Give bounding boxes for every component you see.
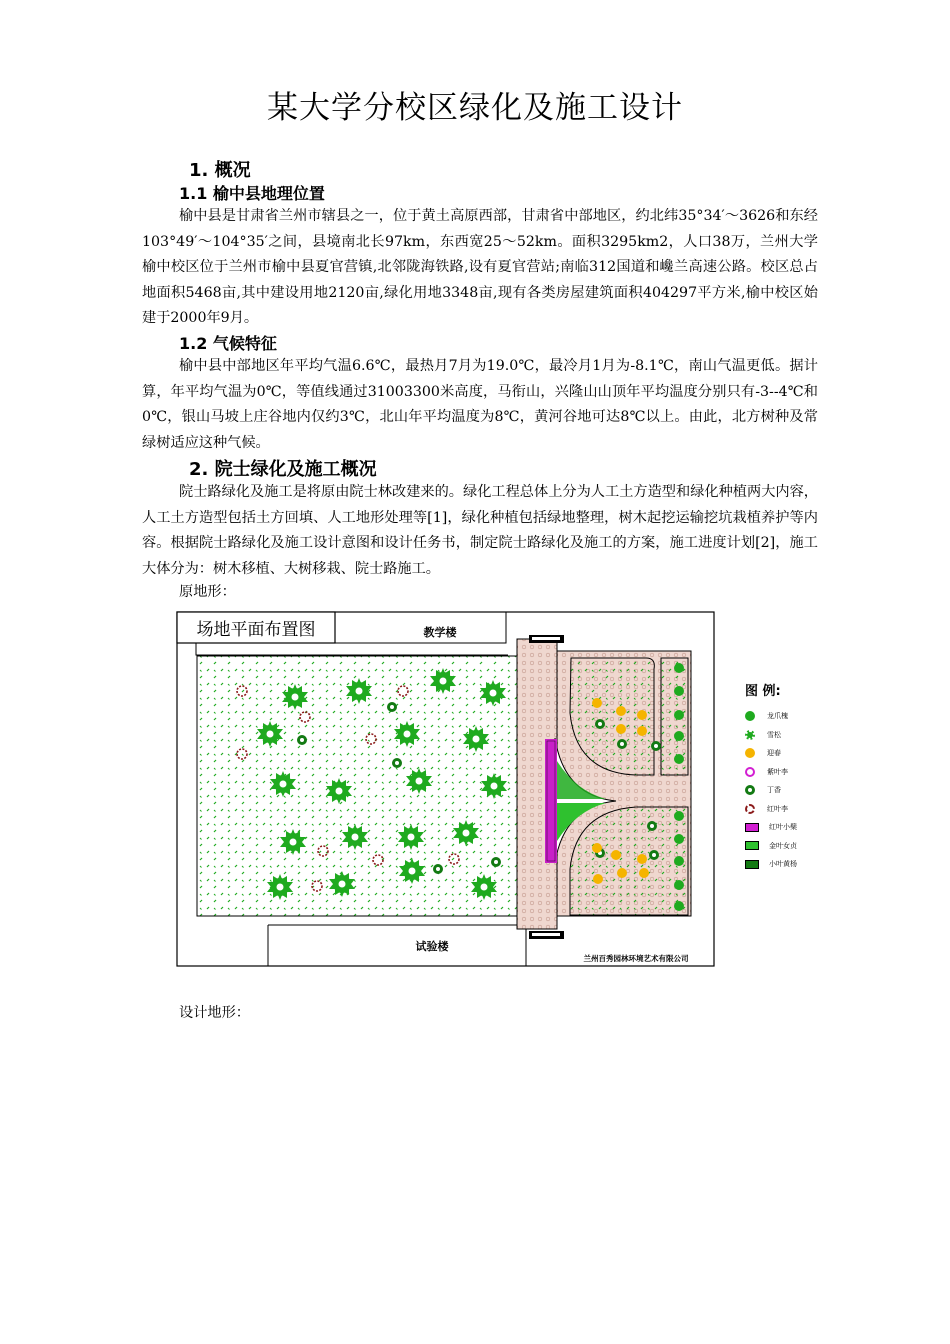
legend-item: 金叶女贞 <box>745 837 797 856</box>
section2-heading: 2. 院士绿化及施工概况 <box>189 459 377 480</box>
site-plan-figure <box>176 611 716 969</box>
page-title: 某大学分校区绿化及施工设计 <box>267 90 683 126</box>
legend-item: 龙爪槐 <box>745 707 797 726</box>
section1-heading: 1. 概况 <box>189 160 251 181</box>
legend-item: 红叶小檗 <box>745 818 797 837</box>
design-terrain-label: 设计地形： <box>179 1005 250 1021</box>
legend-item: 雪松 <box>745 726 797 745</box>
legend-title: 图 例: <box>745 684 781 699</box>
section2-paragraph: 院士路绿化及施工是将原由院士林改建来的。绿化工程总体上分为人工土方造型和绿化种植两大内容，人工土方造型包括土方回填、人工地形处理等[1]，绿化种植包括绿地整理，树木起挖运输挖坑栽植养护等内容。根据院士路绿化及施工设计意图和设计任务书，制定院士路绿化及施工的方案，施工进度计划[2]，施工大体分为：树木移植、大树移栽、院士路施工。 <box>142 484 818 577</box>
section1-1-paragraph: 榆中县是甘肃省兰州市辖县之一，位于黄土高原西部，甘肃省中部地区，约北纬35°34′～3626和东经103°49′～104°35′之间，县境南北长97km，东西宽25～52km。面积3295km2，人口38万，兰州大学榆中校区位于兰州市榆中县夏官营镇,北邻陇海铁路,设有夏官营站;南临312国道和巉兰高速公路。校区总占地面积5468亩,其中建设用地2120亩,绿化用地3348亩,现有各类房屋建筑面积404297平方米,榆中校区始建于2000年9月。 <box>142 208 818 326</box>
building-label-bottom: 试验楼 <box>415 940 449 953</box>
plan-title: 场地平面布置图 <box>196 620 316 640</box>
legend-item: 红叶李 <box>745 800 797 819</box>
legend-item: 紫叶李 <box>745 763 797 782</box>
plan-legend <box>745 680 797 874</box>
company-name: 兰州百秀园林环境艺术有限公司 <box>583 954 689 963</box>
legend-item: 丁香 <box>745 781 797 800</box>
original-terrain-label: 原地形： <box>179 584 236 600</box>
legend-item: 小叶黄杨 <box>745 855 797 874</box>
section1-2-paragraph: 榆中县中部地区年平均气温6.6℃，最热月7月为19.0℃，最冷月1月为-8.1℃，南山气温更低。据计算，年平均气温为0℃，等值线通过31003300米高度，马衔山，兴隆山山顶年平均温度分别只有-3--4℃和0℃，银山马坡上庄谷地内仅约3℃，北山年平均温度为8℃，黄河谷地可达8℃以上。由此，北方树种及常绿树适应这种气候。 <box>142 358 818 451</box>
section1-2-heading: 1.2 气候特征 <box>179 334 277 353</box>
section1-1-heading: 1.1 榆中县地理位置 <box>179 184 325 203</box>
legend-item: 迎春 <box>745 744 797 763</box>
building-label-top: 教学楼 <box>423 626 457 639</box>
